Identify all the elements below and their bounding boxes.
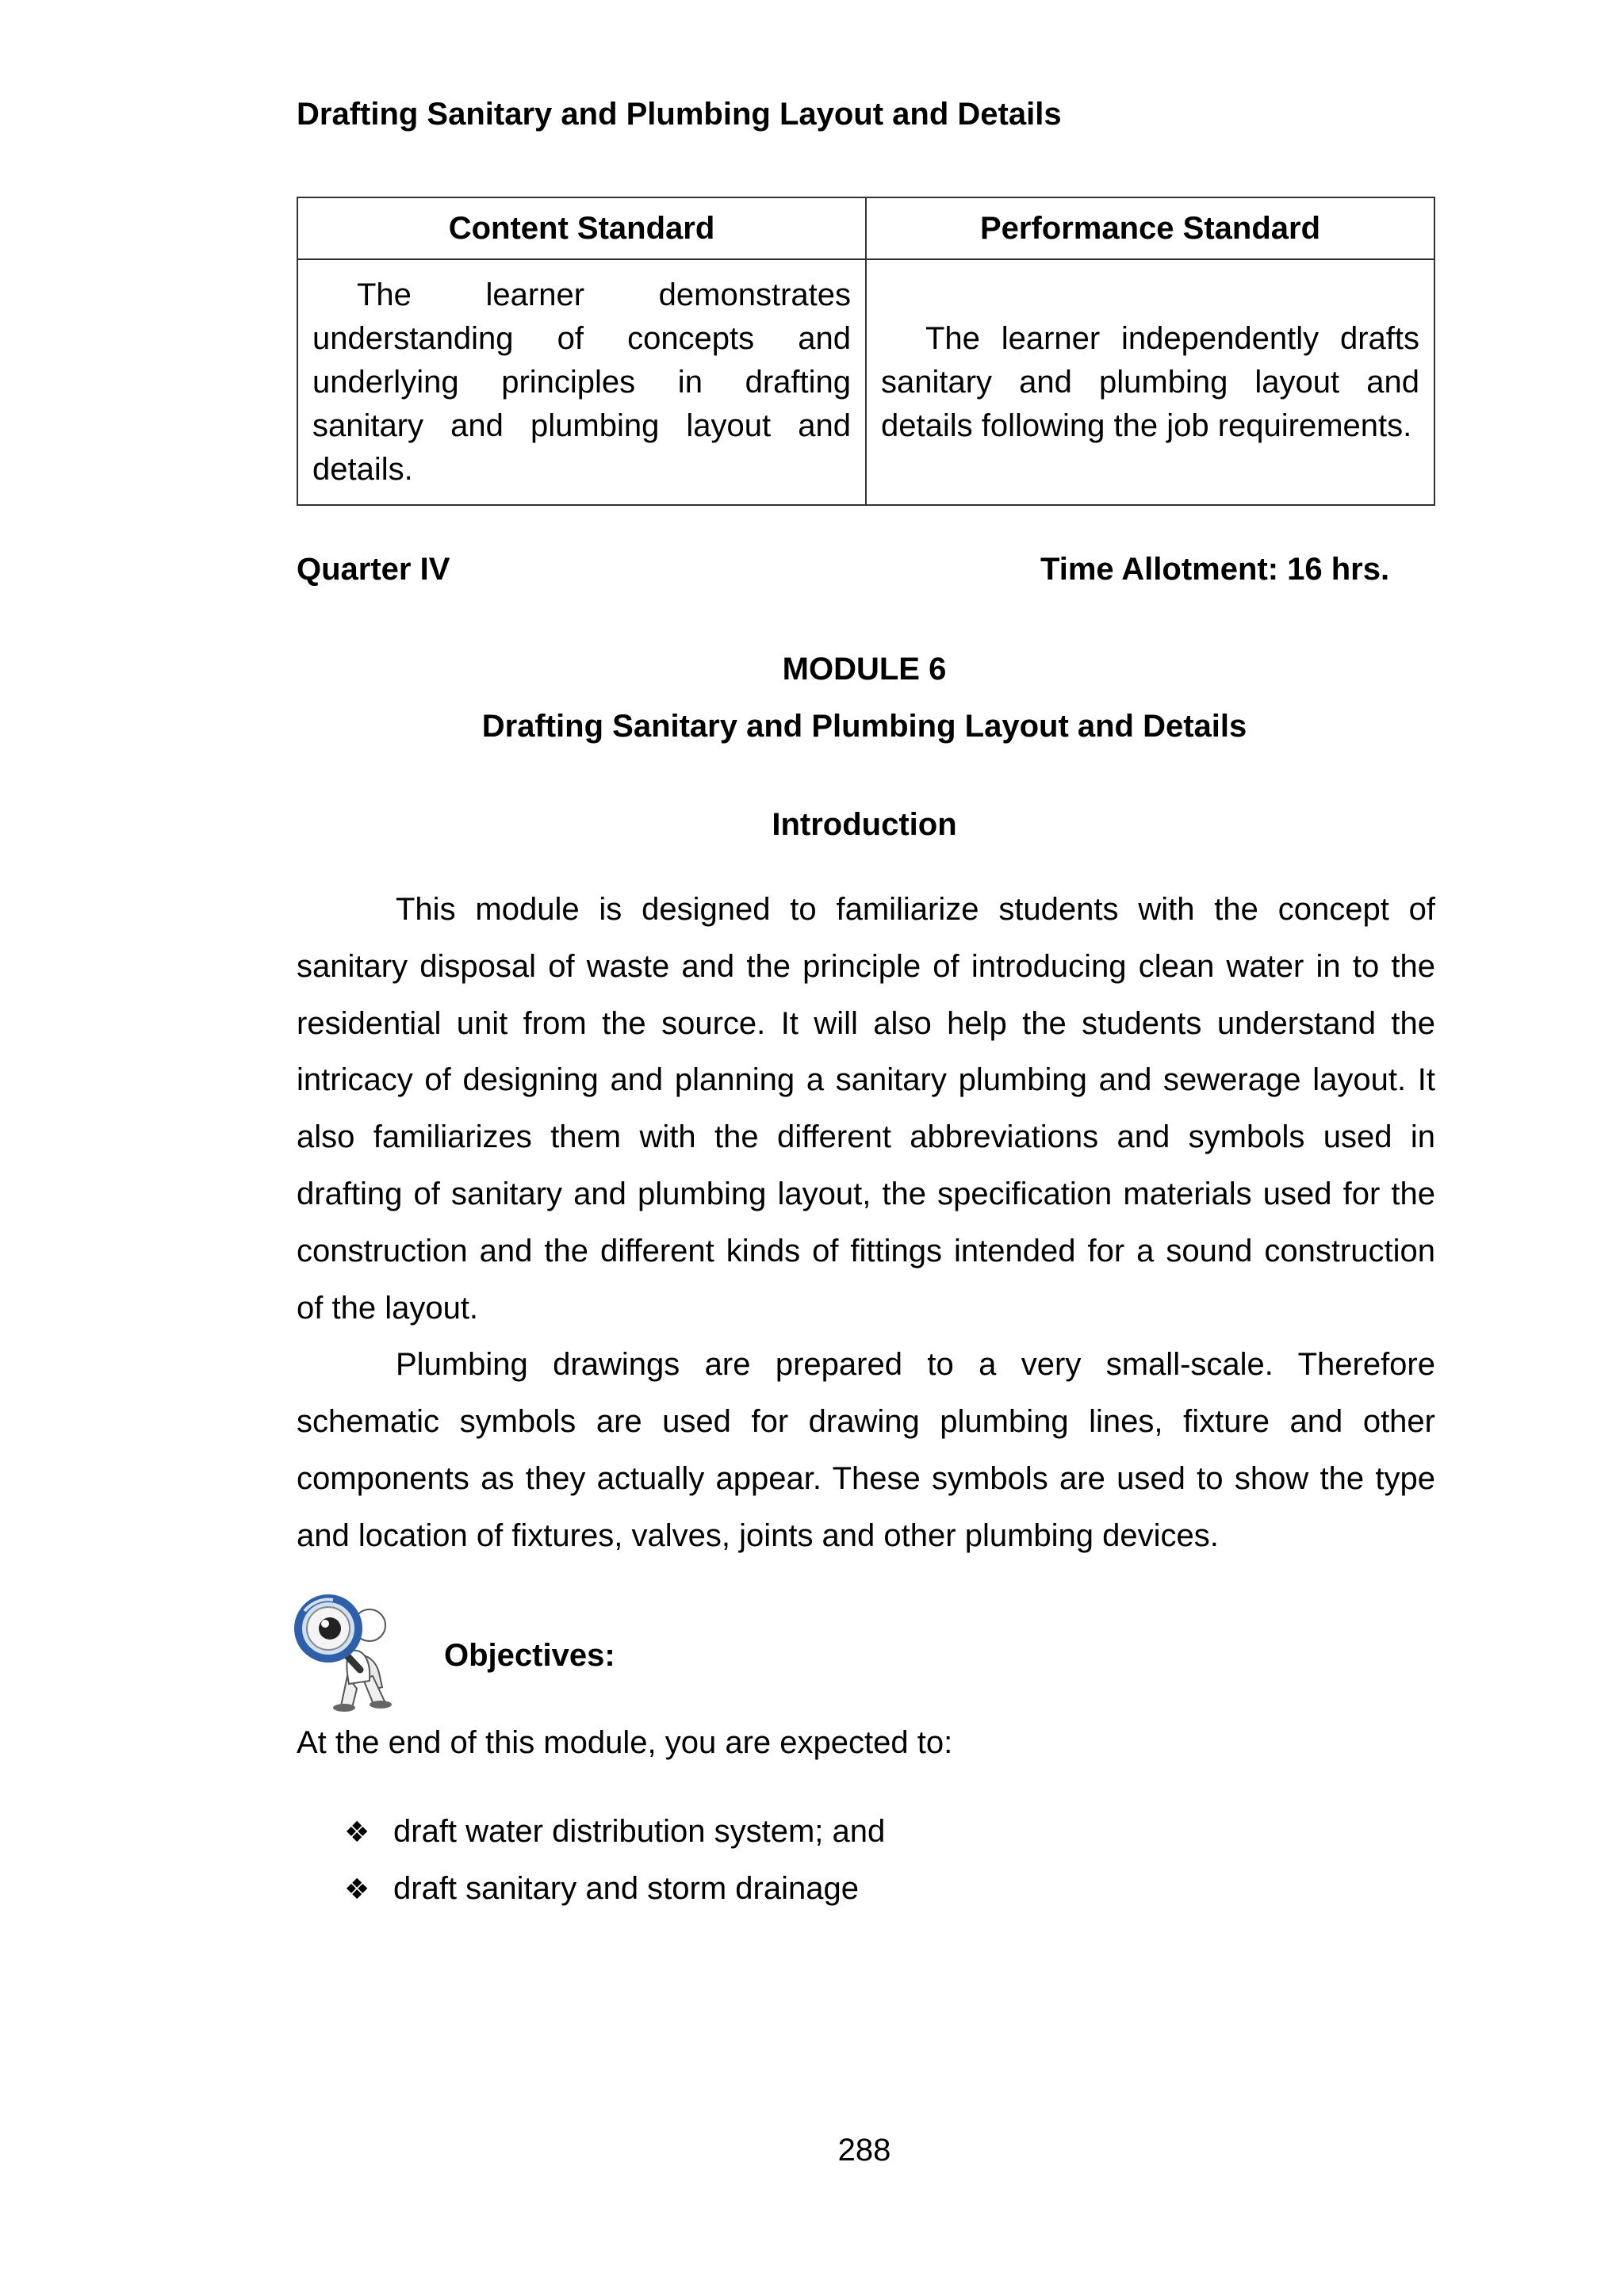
performance-standard-text: The learner independently drafts sanitary and plumbing layout and details following the job requirements.	[881, 320, 1419, 443]
introduction-heading: Introduction	[772, 807, 957, 842]
performance-standard-header: Performance Standard	[866, 197, 1434, 259]
quarter-label: Quarter IV	[297, 552, 450, 587]
intro-paragraph: Plumbing drawings are prepared to a very small-scale. Therefore schematic symbols are used for drawing plumbing lines, fixture and other components as they actually appear. These symbols are used to show the type and location of fixtures, valves, joints and other plumbing devices.	[297, 1347, 1435, 1553]
diamond-bullet-icon: ❖	[344, 1873, 370, 1905]
page-number: 288	[837, 2133, 891, 2168]
list-item	[344, 1869, 885, 1927]
standards-table	[297, 197, 1435, 506]
time-allotment: Time Allotment: 16 hrs.	[1040, 552, 1390, 587]
table-header-row	[297, 197, 1434, 259]
intro-paragraph: This module is designed to familiarize students with the concept of sanitary disposal of waste and the principle of introducing clean water in to the residential unit from the source. It will also help the students understand the intricacy of designing and planning a sanitary plumbing and sewerage layout. It also familiarizes them with the different abbreviations and symbols used in drafting of sanitary and plumbing layout, the specification materials used for the construction and the different kinds of fittings intended for a sound construction of the layout.	[297, 892, 1435, 1326]
performance-standard-cell	[866, 259, 1434, 505]
content-standard-cell	[297, 259, 866, 505]
objectives-heading: Objectives:	[444, 1638, 615, 1673]
magnifying-glass-mascot-icon	[284, 1587, 427, 1714]
list-item	[344, 1812, 885, 1869]
table-row	[297, 259, 1434, 505]
content-standard-text: The learner demonstrates understanding of concepts and underlying principles in drafting sanitary and plumbing layout and details.	[312, 277, 851, 487]
objective-text: draft water distribution system; and	[393, 1814, 886, 1849]
module-title: Drafting Sanitary and Plumbing Layout and Details	[481, 709, 1247, 744]
objectives-lead-text: At the end of this module, you are expected to:	[297, 1725, 953, 1760]
introduction-body	[297, 882, 1435, 1565]
diamond-bullet-icon: ❖	[344, 1816, 370, 1848]
objective-text: draft sanitary and storm drainage	[393, 1871, 859, 1906]
module-number: MODULE 6	[782, 652, 947, 687]
document-header-title: Drafting Sanitary and Plumbing Layout and Details	[297, 97, 1062, 132]
content-standard-header: Content Standard	[297, 197, 866, 259]
objectives-list	[344, 1812, 885, 1927]
